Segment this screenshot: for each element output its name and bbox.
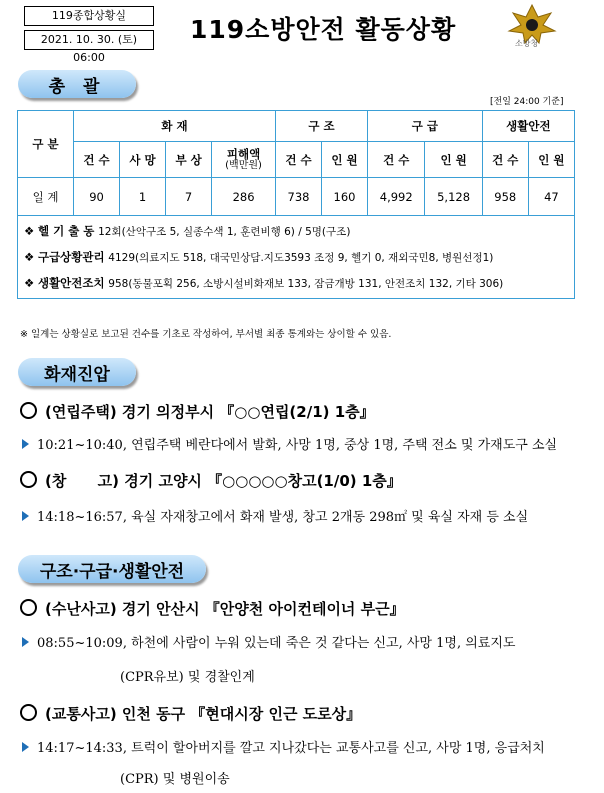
sub-header-damage: 피해액 (백만원) bbox=[212, 142, 276, 178]
bullet-safety: ❖ 생활안전조치 958(동물포획 256, 소방시설비화재보 133, 잠금개방 131, 안전조치 132, 기타 306) bbox=[24, 276, 504, 290]
sub-header: 인 원 bbox=[322, 142, 368, 178]
value-cell: 5,128 bbox=[425, 178, 482, 216]
sub-header: 건 수 bbox=[368, 142, 425, 178]
sub-header: 사 망 bbox=[120, 142, 166, 178]
fire-item-1-title: (연립주택) 경기 의정부시 『○○연립(2/1) 1층』 bbox=[20, 401, 375, 422]
group-rescue: 구 조 bbox=[275, 111, 367, 142]
group-ems: 구 급 bbox=[368, 111, 483, 142]
agency-logo bbox=[505, 3, 559, 51]
row-label: 일 계 bbox=[18, 178, 74, 216]
sub-header: 건 수 bbox=[482, 142, 528, 178]
page-title: 119소방안전 활동상황 bbox=[190, 15, 457, 44]
sub-header: 인 원 bbox=[425, 142, 482, 178]
value-cell: 7 bbox=[166, 178, 212, 216]
triangle-bullet-icon bbox=[22, 742, 29, 752]
value-cell: 160 bbox=[322, 178, 368, 216]
rescue-item-2-detail: 14:17~14:33, 트럭이 할아버지를 깔고 지나갔다는 교통사고를 신고, 사망 1명, 응급처치 bbox=[22, 737, 545, 756]
value-cell: 4,992 bbox=[368, 178, 425, 216]
sub-header: 건 수 bbox=[275, 142, 321, 178]
circle-bullet-icon bbox=[20, 471, 37, 488]
triangle-bullet-icon bbox=[22, 439, 29, 449]
logo-text: 소방청 bbox=[515, 39, 539, 48]
rescue-item-1-detail: 08:55~10:09, 하천에 사람이 누워 있는데 죽은 것 같다는 신고, 사망 1명, 의료지도 bbox=[22, 632, 515, 651]
value-cell: 90 bbox=[74, 178, 120, 216]
section-summary-label: 총 괄 bbox=[18, 70, 136, 98]
circle-bullet-icon bbox=[20, 599, 37, 616]
section-fire-label: 화재진압 bbox=[18, 358, 136, 386]
fire-item-2-detail: 14:18~16:57, 육실 자재창고에서 화재 발생, 창고 2개동 298㎡ 및 육실 자재 등 소실 bbox=[22, 506, 528, 525]
col-label: 구 분 bbox=[18, 111, 74, 178]
triangle-bullet-icon bbox=[22, 637, 29, 647]
fire-item-1-detail: 10:21~10:40, 연립주택 베란다에서 발화, 사망 1명, 중상 1명, 주택 전소 및 가재도구 소실 bbox=[22, 434, 557, 453]
bullet-heli: ❖ 헬 기 출 동 12회(산악구조 5, 실종수색 1, 훈련비행 6) / 5명(구조) bbox=[24, 224, 351, 238]
value-cell: 958 bbox=[482, 178, 528, 216]
footnote: ※ 일계는 상황실로 보고된 건수를 기초로 작성하여, 부서별 최종 통계와는 상이할 수 있음. bbox=[20, 329, 392, 340]
sub-header: 인 원 bbox=[528, 142, 574, 178]
rescue-item-2-detail-cont: (CPR) 및 병원이송 bbox=[120, 772, 230, 787]
report-datetime: 2021. 10. 30. (토) 06:00 bbox=[24, 30, 154, 50]
sub-header: 부 상 bbox=[166, 142, 212, 178]
triangle-bullet-icon bbox=[22, 511, 29, 521]
fire-item-2-title: (창 고) 경기 고양시 『○○○○○창고(1/0) 1층』 bbox=[20, 470, 402, 491]
office-label: 119종합상황실 bbox=[24, 6, 154, 26]
circle-bullet-icon bbox=[20, 402, 37, 419]
group-fire: 화 재 bbox=[74, 111, 276, 142]
rescue-item-1-detail-cont: (CPR유보) 및 경찰인계 bbox=[120, 670, 255, 685]
group-safety: 생활안전 bbox=[482, 111, 574, 142]
sub-header: 건 수 bbox=[74, 142, 120, 178]
value-cell: 1 bbox=[120, 178, 166, 216]
summary-table bbox=[17, 110, 575, 299]
basis-note: [전일 24:00 기준] bbox=[490, 97, 564, 107]
value-cell: 738 bbox=[275, 178, 321, 216]
bullet-block bbox=[18, 216, 575, 299]
rescue-item-2-title: (교통사고) 인천 동구 『현대시장 인근 도로상』 bbox=[20, 703, 361, 724]
rescue-item-1-title: (수난사고) 경기 안산시 『안양천 아이컨테이너 부근』 bbox=[20, 598, 405, 619]
value-cell: 286 bbox=[212, 178, 276, 216]
bullet-ems: ❖ 구급상황관리 4129(의료지도 518, 대국민상담.지도3593 조정 9, 헬기 0, 재외국민8, 병원선정1) bbox=[24, 250, 494, 264]
value-cell: 47 bbox=[528, 178, 574, 216]
section-rescue-label: 구조·구급·생활안전 bbox=[18, 555, 206, 583]
circle-bullet-icon bbox=[20, 704, 37, 721]
